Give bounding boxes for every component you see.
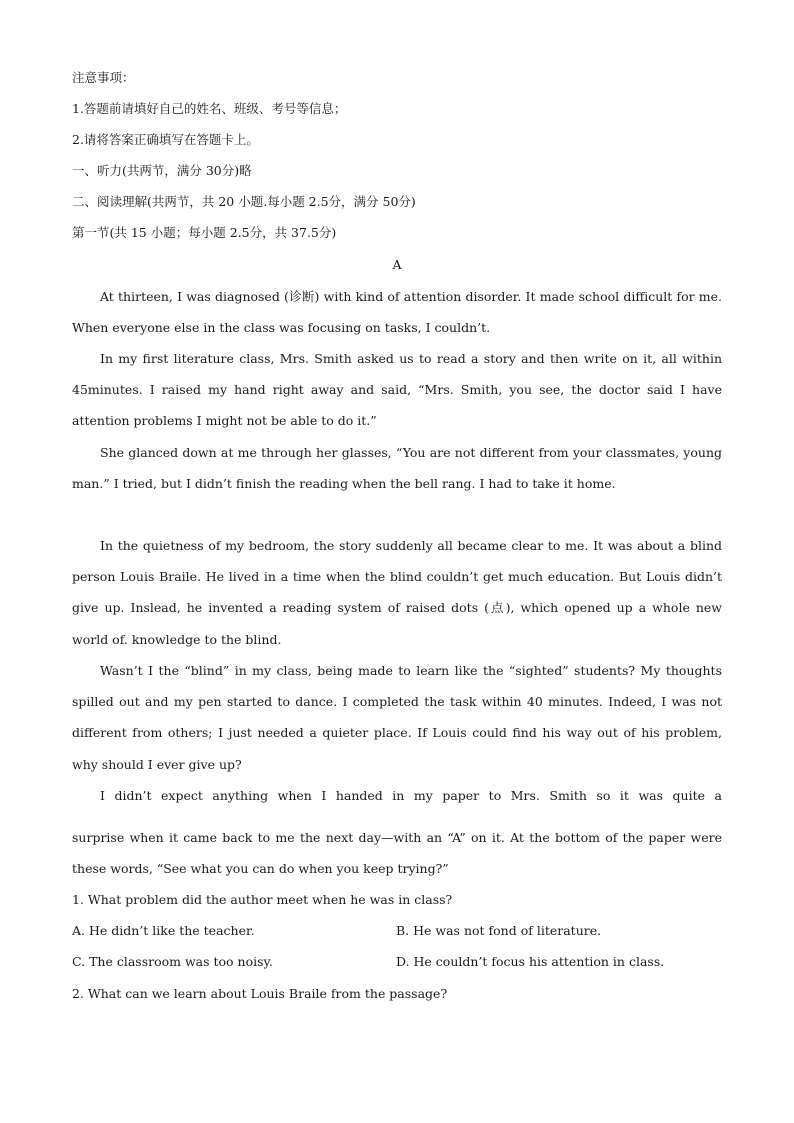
question-2-stem: 2. What can we learn about Louis Braile from the passage?	[72, 986, 448, 1001]
passage-paragraph-6-start: I didn’t expect anything when I handed in my paper to Mrs. Smith so it was quite a	[100, 788, 722, 803]
passage-paragraph-3: She glanced down at me through her glasses, “You are not different from your classmates, young man.” I tried, but I didn’t finish the reading when the bell rang. I had to take it home.	[72, 445, 722, 492]
notice-title: 注意事项：	[72, 70, 135, 85]
passage-paragraph-6-end: surprise when it came back to me the next day—with an “A” on it. At the bottom of the paper were these words, “See what you can do when you keep trying?”	[72, 830, 722, 877]
section-reading: 二、阅读理解(共两节，共 20 小题.每小题 2.5分，满分 50分)	[72, 194, 416, 209]
question-1-option-d: D. He couldn’t focus his attention in class.	[396, 954, 665, 969]
passage-paragraph-4: In the quietness of my bedroom, the story suddenly all became clear to me. It was about a blind person Louis Braile. He lived in a time when the blind couldn’t get much education. But Louis didn’t give up. Inslead, he invented a reading system of raised dots (点), which opened up a whole new world of. knowledge to the blind.	[72, 538, 722, 647]
notice-item-2: 2.请将答案正确填写在答题卡上。	[72, 132, 259, 147]
question-1-option-b: B. He was not fond of literature.	[396, 923, 602, 938]
passage-paragraph-2: In my first literature class, Mrs. Smith asked us to read a story and then write on it, all within 45minutes. I raised my hand right away and said, “Mrs. Smith, you see, the doctor said I have attention problems I might not be able to do it.”	[72, 351, 722, 429]
notice-item-1: 1.答题前请填好自己的姓名、班级、考号等信息；	[72, 101, 347, 116]
question-1-stem: 1. What problem did the author meet when he was in class?	[72, 892, 453, 907]
question-1-option-c: C. The classroom was too noisy.	[72, 954, 273, 969]
section-listening: 一、听力(共两节，满分 30分)略	[72, 163, 252, 178]
question-1-option-a: A. He didn’t like the teacher.	[72, 923, 255, 938]
passage-paragraph-5: Wasn’t I the “blind” in my class, being made to learn like the “sighted” students? My thoughts spilled out and my pen started to dance. I completed the task within 40 minutes. Indeed, I was not different from others; I just needed a quieter place. If Louis could find his way out of his problem, why should I ever give up?	[72, 663, 722, 772]
part-one-heading: 第一节(共 15 小题；每小题 2.5分，共 37.5分)	[72, 225, 337, 240]
passage-paragraph-1: At thirteen, I was diagnosed (诊断) with kind of attention disorder. It made school difficult for me. When everyone else in the class was focusing on tasks, I couldn’t.	[72, 289, 722, 336]
passage-label: A	[392, 257, 402, 272]
